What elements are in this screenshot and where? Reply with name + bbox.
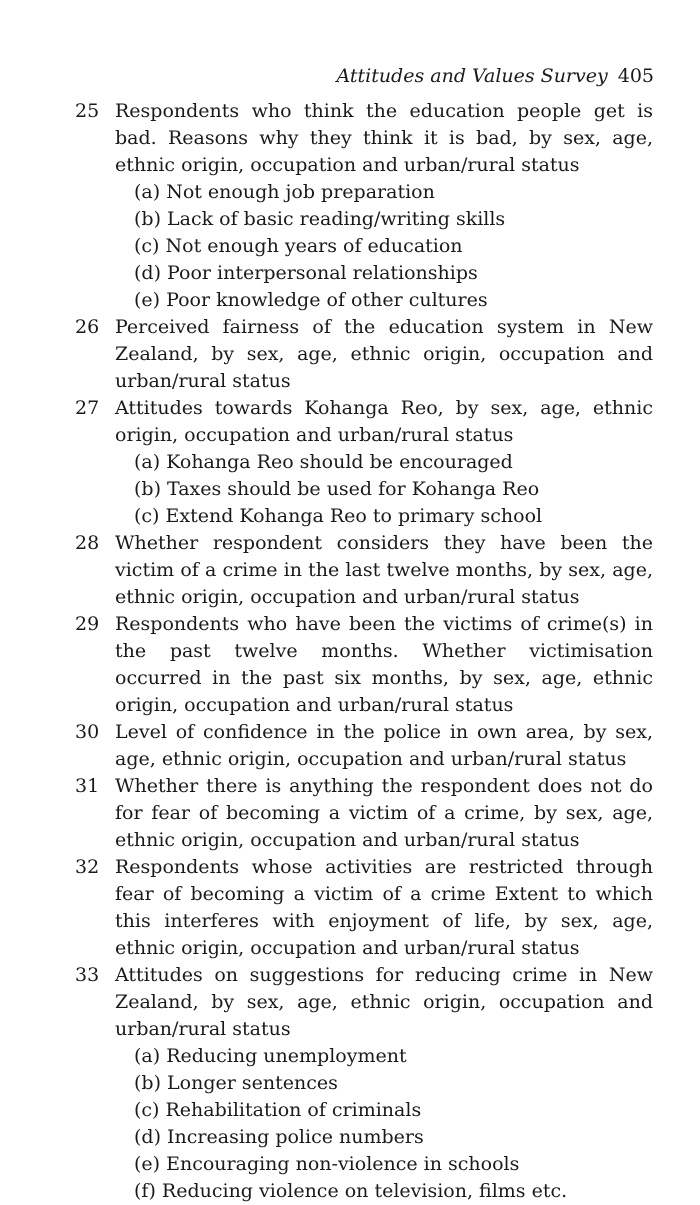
subitem-list [115,449,653,530]
entry-text: Whether there is anything the respondent does not do for fear of becoming a victim of a crime, by sex, age, ethnic origin, occupation and urban/rural status [115,775,653,851]
entry-text: Attitudes on suggestions for reducing crime in New Zealand, by sex, age, ethnic origin, occupation and urban/rural status [115,964,653,1040]
entry-number: 30 [75,721,100,743]
running-header [336,64,654,88]
entry-number: 32 [75,856,100,878]
entry-text: Perceived fairness of the education system in New Zealand, by sex, age, ethnic origin, occupation and urban/rural status [115,316,653,392]
subitem: (c) Not enough years of education [134,235,463,257]
entry-number: 27 [75,397,100,419]
entry-27 [75,395,653,530]
entry-number: 33 [75,964,100,986]
subitem: (a) Reducing unemployment [134,1045,407,1067]
subitem: (c) Extend Kohanga Reo to primary school [134,505,543,527]
subitem: (d) Increasing police numbers [134,1126,424,1148]
entry-text: Attitudes towards Kohanga Reo, by sex, age, ethnic origin, occupation and urban/rural status [115,397,653,446]
page-number: 405 [617,65,654,87]
entry-25 [75,98,653,314]
subitem-list [115,1043,653,1205]
subitem: (e) Encouraging non-violence in schools [134,1153,520,1175]
entry-26 [75,314,653,395]
subitem: (a) Not enough job preparation [134,181,435,203]
subitem: (f) Reducing violence on television, films etc. [134,1180,568,1202]
subitem: (b) Longer sentences [134,1072,338,1094]
entry-28 [75,530,653,611]
subitem: (d) Poor interpersonal relationships [134,262,478,284]
table-list [75,98,653,1205]
entry-30 [75,719,653,773]
entry-29 [75,611,653,719]
entry-31 [75,773,653,854]
subitem: (e) Poor knowledge of other cultures [134,289,488,311]
entry-number: 29 [75,613,100,635]
entry-number: 28 [75,532,100,554]
subitem-list [115,179,653,314]
entry-text: Respondents whose activities are restricted through fear of becoming a victim of a crime Extent to which this interferes with enjoyment of life, by sex, age, ethnic origin, occupation and urban/rural status [115,856,653,959]
entry-number: 26 [75,316,100,338]
running-title: Attitudes and Values Survey [336,65,608,87]
entry-text: Level of confidence in the police in own area, by sex, age, ethnic origin, occupation and urban/rural status [115,721,653,770]
entry-33 [75,962,653,1205]
entry-text: Respondents who think the education people get is bad. Reasons why they think it is bad, by sex, age, ethnic origin, occupation and urban/rural status [115,100,653,176]
entry-number: 25 [75,100,100,122]
subitem: (b) Lack of basic reading/writing skills [134,208,506,230]
entry-text: Whether respondent considers they have been the victim of a crime in the last twelve months, by sex, age, ethnic origin, occupation and urban/rural status [115,532,653,608]
subitem: (b) Taxes should be used for Kohanga Reo [134,478,540,500]
subitem: (a) Kohanga Reo should be encouraged [134,451,513,473]
subitem: (c) Rehabilitation of criminals [134,1099,422,1121]
entry-number: 31 [75,775,100,797]
entry-32 [75,854,653,962]
entry-text: Respondents who have been the victims of crime(s) in the past twelve months. Whether victimisation occurred in the past six months, by sex, age, ethnic origin, occupation and urban/rural status [115,613,653,716]
